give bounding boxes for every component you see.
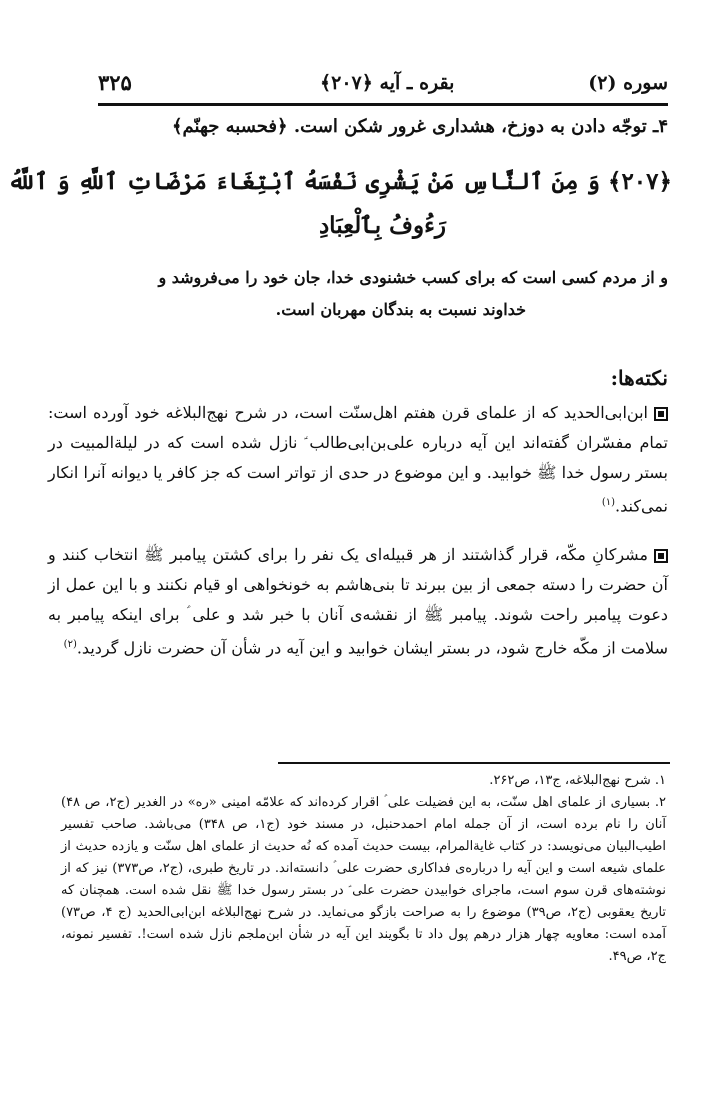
point-4: ۴ـ توجّه دادن به دوزخ، هشداری غرور شکن است. ﴿فحسبه جهنّم﴾ xyxy=(172,116,668,137)
translation-line-1: و از مردم کسی است که برای کسب خشنودی خدا، جان خود را می‌فروشد و xyxy=(158,268,668,287)
header-center: بقره ـ آیه ﴿۲۰۷﴾ xyxy=(320,72,455,94)
footnote-ref: (۲) xyxy=(63,639,77,650)
notes-title: نکته‌ها: xyxy=(610,366,668,390)
note-text: ابن‌ابی‌الحدید که از علمای قرن هفتم اهل‌سنّت است، در شرح نهج‌البلاغه خود آورده است: تمام مفسّران گفته‌اند این آیه درباره علی‌بن‌ابی‌طالب ؑ نازل شده است که در لیلة‌المبیت در بستر رسول خدا ﷺ خوابید. و این موضوع در حدی از تواتر است که جز کافر یا دیوانه آنرا انکار نمی‌کند. xyxy=(48,403,669,516)
page-number: ۳۲۵ xyxy=(98,70,132,95)
verse-line-2: رَءُوفُ بِٱلْعِبَادِ xyxy=(318,212,446,239)
header-rule xyxy=(98,103,668,106)
header-surah: سوره (۲) xyxy=(588,72,668,94)
note-text: مشرکانِ مکّه، قرار گذاشتند از هر قبیله‌ای یک نفر را برای کشتن پیامبر ﷺ انتخاب کنند و آن حضرت را دسته جمعی از بین ببرند تا بنی‌هاشم به خونخواهی او قیام نکنند و با این عمل از دعوت پیامبر راحت شوند. پیامبر ﷺ از نقشه‌ی آنان با خبر شد و علی ؑ برای اینکه پیامبر به سلامت از مکّه خارج شود، در بستر ایشان خوابید و این آیه در شأن آن حضرت نازل گردید. xyxy=(48,545,669,658)
square-bullet-icon xyxy=(654,407,668,421)
translation-line-2: خداوند نسبت به بندگان مهربان است. xyxy=(275,300,526,319)
verse-line-1: ﴿۲۰۷﴾ وَ مِنَ ٱلنَّاسِ مَنْ یَشْرِی نَفْسَهُ ٱبْتِغَاءَ مَرْضَاتِ ٱللَّهِ وَ ٱللَّهُ xyxy=(7,168,672,195)
footnote-2: ۲. بسیاری از علمای اهل سنّت، به این فضیلت علی ؑ اقرار کرده‌اند که علامّه امینی «ره» در الغدیر (ج۲، ص ۴۸) آنان را نام برده است، از آن جمله امام احمدحنبل، در مسند خود (ج۱، ص ۳۴۸) می‌باشد. صاحب تفسیر اطیب‌البیان می‌نویسد: در کتاب غایة‌المرام، بیست حدیث آمده که نُه حدیث از علمای اهل سنّت و یازده حدیث از علمای شیعه است و این آیه را درباره‌ی فداکاری حضرت علی ؑ دانسته‌اند. در تاریخ طبری، (ج۲، ص۳۷۳) نیز که از نوشته‌های قرن سوم است، ماجرای خوابیدن حضرت علی ؑ در بستر رسول خدا ﷺ نقل شده است. همچنان که تاریخ یعقوبی (ج۲، ص۳۹) موضوع را به صراحت بازگو می‌نماید. در شرح نهج‌البلاغه ابن‌ابی‌الحدید (ج ۴، ص۷۳) آمده است: معاویه چهار هزار درهم پول داد تا بگویند این آیه در شأن ابن‌ملجم نازل شده است!. تفسیر نمونه، ج۲، ص۴۹. xyxy=(61,795,667,964)
note-item xyxy=(48,398,668,521)
running-header xyxy=(98,68,668,102)
footnotes xyxy=(61,770,666,968)
square-bullet-icon xyxy=(654,549,668,563)
note-item xyxy=(48,540,668,663)
footnote-rule xyxy=(278,762,670,764)
footnote-1: ۱. شرح نهج‌البلاغه، ج۱۳، ص۲۶۲. xyxy=(489,773,666,788)
footnote-ref: (۱) xyxy=(601,497,616,508)
